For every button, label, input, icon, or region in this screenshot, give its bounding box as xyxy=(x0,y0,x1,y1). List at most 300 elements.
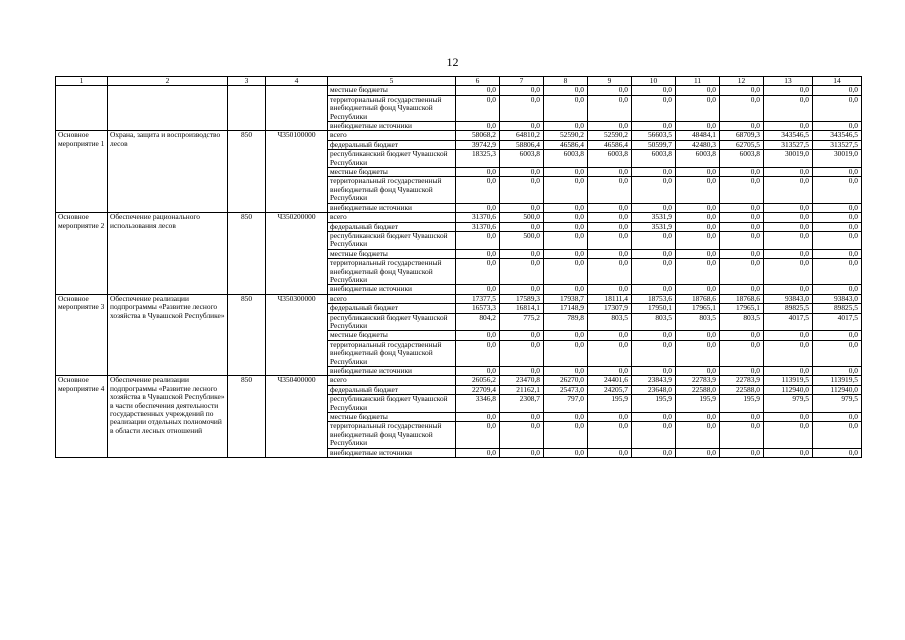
value-cell: 6003,8 xyxy=(720,150,764,168)
value-cell: 0,0 xyxy=(588,422,632,448)
value-cell: 50599,7 xyxy=(632,140,676,149)
value-cell: 0,0 xyxy=(720,203,764,212)
header-row xyxy=(56,77,862,86)
value-cell: 17377,5 xyxy=(456,294,500,303)
source-cell: федеральный бюджет xyxy=(328,140,456,149)
name-cell: Обеспечение рационального использования лесов xyxy=(108,213,228,295)
value-cell: 803,5 xyxy=(720,313,764,331)
value-cell: 22783,9 xyxy=(676,376,720,385)
value-cell: 0,0 xyxy=(676,203,720,212)
value-cell: 0,0 xyxy=(720,413,764,422)
value-cell: 16573,3 xyxy=(456,304,500,313)
value-cell: 0,0 xyxy=(588,448,632,457)
value-cell: 0,0 xyxy=(588,168,632,177)
value-cell: 0,0 xyxy=(632,259,676,285)
header-cell: 7 xyxy=(500,77,544,86)
value-cell: 0,0 xyxy=(456,168,500,177)
value-cell: 0,0 xyxy=(764,413,813,422)
value-cell: 775,2 xyxy=(500,313,544,331)
header-cell: 13 xyxy=(764,77,813,86)
value-cell: 0,0 xyxy=(676,448,720,457)
value-cell: 0,0 xyxy=(720,285,764,294)
source-cell: всего xyxy=(328,131,456,140)
value-cell: 0,0 xyxy=(456,203,500,212)
source-cell: территориальный государственный внебюджетный фонд Чувашской Республики xyxy=(328,95,456,121)
value-cell: 0,0 xyxy=(813,86,862,95)
value-cell: 0,0 xyxy=(676,122,720,131)
code-cell: Ч350400000 xyxy=(266,376,328,458)
value-cell: 0,0 xyxy=(456,340,500,366)
source-cell: республиканский бюджет Чувашской Республики xyxy=(328,313,456,331)
value-cell: 0,0 xyxy=(813,422,862,448)
value-cell: 0,0 xyxy=(632,203,676,212)
code-cell: Ч350100000 xyxy=(266,131,328,213)
header-cell: 1 xyxy=(56,77,108,86)
value-cell: 0,0 xyxy=(500,340,544,366)
value-cell: 0,0 xyxy=(813,231,862,249)
value-cell: 0,0 xyxy=(720,213,764,222)
value-cell: 0,0 xyxy=(720,231,764,249)
value-cell: 195,9 xyxy=(720,395,764,413)
value-cell: 52590,2 xyxy=(588,131,632,140)
value-cell: 0,0 xyxy=(588,413,632,422)
budget-table xyxy=(55,76,862,458)
header-cell: 14 xyxy=(813,77,862,86)
value-cell: 24401,6 xyxy=(588,376,632,385)
value-cell: 0,0 xyxy=(500,203,544,212)
status-cell: Основное мероприятие 3 xyxy=(56,294,108,376)
name-cell: Обеспечение реализации подпрограммы «Развитие лесного хозяйства в Чувашской Республике» xyxy=(108,294,228,376)
value-cell: 46586,4 xyxy=(544,140,588,149)
value-cell: 0,0 xyxy=(764,222,813,231)
value-cell: 0,0 xyxy=(720,177,764,203)
value-cell: 0,0 xyxy=(588,95,632,121)
source-cell: федеральный бюджет xyxy=(328,385,456,394)
value-cell: 0,0 xyxy=(544,285,588,294)
value-cell: 2308,7 xyxy=(500,395,544,413)
value-cell: 0,0 xyxy=(456,413,500,422)
value-cell: 17148,9 xyxy=(544,304,588,313)
value-cell: 0,0 xyxy=(544,413,588,422)
value-cell: 22709,4 xyxy=(456,385,500,394)
value-cell: 0,0 xyxy=(544,340,588,366)
value-cell: 0,0 xyxy=(676,331,720,340)
status-cell: Основное мероприятие 2 xyxy=(56,213,108,295)
header-cell: 3 xyxy=(228,77,266,86)
value-cell: 0,0 xyxy=(813,259,862,285)
value-cell: 0,0 xyxy=(632,168,676,177)
value-cell: 195,9 xyxy=(588,395,632,413)
source-cell: внебюджетные источники xyxy=(328,203,456,212)
source-cell: территориальный государственный внебюджетный фонд Чувашской Республики xyxy=(328,340,456,366)
value-cell: 89825,5 xyxy=(764,304,813,313)
source-cell: всего xyxy=(328,294,456,303)
value-cell: 30019,0 xyxy=(764,150,813,168)
value-cell: 0,0 xyxy=(813,122,862,131)
value-cell: 17965,1 xyxy=(676,304,720,313)
value-cell: 62705,5 xyxy=(720,140,764,149)
source-cell: территориальный государственный внебюджетный фонд Чувашской Республики xyxy=(328,259,456,285)
value-cell: 0,0 xyxy=(456,285,500,294)
value-cell: 0,0 xyxy=(544,168,588,177)
value-cell: 0,0 xyxy=(544,86,588,95)
value-cell: 0,0 xyxy=(676,285,720,294)
source-cell: местные бюджеты xyxy=(328,249,456,258)
value-cell: 0,0 xyxy=(764,259,813,285)
value-cell: 0,0 xyxy=(676,95,720,121)
value-cell: 789,8 xyxy=(544,313,588,331)
value-cell: 0,0 xyxy=(764,448,813,457)
value-cell: 21162,1 xyxy=(500,385,544,394)
value-cell: 42480,3 xyxy=(676,140,720,149)
value-cell: 0,0 xyxy=(456,259,500,285)
value-cell: 0,0 xyxy=(676,249,720,258)
value-cell: 0,0 xyxy=(456,422,500,448)
value-cell: 0,0 xyxy=(456,331,500,340)
value-cell: 18111,4 xyxy=(588,294,632,303)
value-cell: 0,0 xyxy=(500,95,544,121)
value-cell: 0,0 xyxy=(500,249,544,258)
header-cell: 5 xyxy=(328,77,456,86)
value-cell: 18753,6 xyxy=(632,294,676,303)
value-cell: 22588,0 xyxy=(676,385,720,394)
value-cell: 803,5 xyxy=(632,313,676,331)
value-cell: 3531,9 xyxy=(632,213,676,222)
value-cell: 0,0 xyxy=(500,168,544,177)
value-cell: 0,0 xyxy=(813,177,862,203)
table-row xyxy=(56,131,862,140)
source-cell: внебюджетные источники xyxy=(328,367,456,376)
value-cell: 0,0 xyxy=(813,222,862,231)
source-cell: внебюджетные источники xyxy=(328,285,456,294)
value-cell: 0,0 xyxy=(500,413,544,422)
grbs-cell: 850 xyxy=(228,294,266,376)
value-cell: 313527,5 xyxy=(813,140,862,149)
value-cell: 0,0 xyxy=(632,177,676,203)
source-cell: местные бюджеты xyxy=(328,168,456,177)
value-cell: 0,0 xyxy=(813,340,862,366)
value-cell: 17938,7 xyxy=(544,294,588,303)
value-cell: 0,0 xyxy=(544,213,588,222)
value-cell: 93843,0 xyxy=(764,294,813,303)
header-cell: 4 xyxy=(266,77,328,86)
value-cell: 113919,5 xyxy=(813,376,862,385)
value-cell: 6003,8 xyxy=(632,150,676,168)
value-cell: 0,0 xyxy=(813,448,862,457)
value-cell: 0,0 xyxy=(720,249,764,258)
value-cell: 58068,2 xyxy=(456,131,500,140)
value-cell: 0,0 xyxy=(676,259,720,285)
value-cell: 23843,9 xyxy=(632,376,676,385)
value-cell: 0,0 xyxy=(676,86,720,95)
value-cell: 0,0 xyxy=(632,367,676,376)
value-cell: 0,0 xyxy=(764,340,813,366)
name-cell: Охрана, защита и воспроизводство лесов xyxy=(108,131,228,213)
value-cell: 0,0 xyxy=(500,222,544,231)
value-cell: 343546,5 xyxy=(813,131,862,140)
value-cell: 0,0 xyxy=(588,203,632,212)
header-cell: 12 xyxy=(720,77,764,86)
source-cell: местные бюджеты xyxy=(328,331,456,340)
value-cell: 0,0 xyxy=(588,86,632,95)
value-cell: 0,0 xyxy=(500,448,544,457)
value-cell: 0,0 xyxy=(588,259,632,285)
value-cell: 0,0 xyxy=(813,413,862,422)
value-cell: 0,0 xyxy=(813,249,862,258)
value-cell: 0,0 xyxy=(676,177,720,203)
value-cell: 0,0 xyxy=(456,249,500,258)
value-cell: 18768,6 xyxy=(676,294,720,303)
value-cell: 0,0 xyxy=(764,203,813,212)
value-cell: 797,0 xyxy=(544,395,588,413)
value-cell: 56603,5 xyxy=(632,131,676,140)
value-cell: 112940,0 xyxy=(764,385,813,394)
value-cell: 0,0 xyxy=(632,448,676,457)
source-cell: всего xyxy=(328,376,456,385)
header-cell: 2 xyxy=(108,77,228,86)
value-cell: 0,0 xyxy=(544,249,588,258)
value-cell: 0,0 xyxy=(544,422,588,448)
value-cell: 4017,5 xyxy=(764,313,813,331)
value-cell: 22783,9 xyxy=(720,376,764,385)
source-cell: республиканский бюджет Чувашской Республики xyxy=(328,395,456,413)
value-cell: 0,0 xyxy=(764,249,813,258)
value-cell: 4017,5 xyxy=(813,313,862,331)
value-cell: 24205,7 xyxy=(588,385,632,394)
value-cell: 0,0 xyxy=(676,168,720,177)
value-cell: 343546,5 xyxy=(764,131,813,140)
value-cell: 0,0 xyxy=(632,340,676,366)
value-cell: 0,0 xyxy=(676,340,720,366)
value-cell: 500,0 xyxy=(500,231,544,249)
value-cell: 0,0 xyxy=(720,95,764,121)
value-cell: 0,0 xyxy=(632,86,676,95)
value-cell: 0,0 xyxy=(764,95,813,121)
value-cell: 26056,2 xyxy=(456,376,500,385)
value-cell: 0,0 xyxy=(588,367,632,376)
value-cell: 0,0 xyxy=(813,168,862,177)
value-cell: 0,0 xyxy=(588,285,632,294)
value-cell: 31370,6 xyxy=(456,222,500,231)
source-cell: внебюджетные источники xyxy=(328,448,456,457)
value-cell: 0,0 xyxy=(544,259,588,285)
value-cell: 30019,0 xyxy=(813,150,862,168)
value-cell: 0,0 xyxy=(764,285,813,294)
grbs-cell xyxy=(228,86,266,131)
value-cell: 0,0 xyxy=(500,86,544,95)
header-cell: 10 xyxy=(632,77,676,86)
value-cell: 0,0 xyxy=(500,285,544,294)
value-cell: 0,0 xyxy=(500,177,544,203)
status-cell: Основное мероприятие 4 xyxy=(56,376,108,458)
value-cell: 0,0 xyxy=(720,222,764,231)
value-cell: 0,0 xyxy=(632,413,676,422)
value-cell: 0,0 xyxy=(588,122,632,131)
value-cell: 0,0 xyxy=(676,367,720,376)
value-cell: 17307,9 xyxy=(588,304,632,313)
source-cell: республиканский бюджет Чувашской Республики xyxy=(328,231,456,249)
page-number: 12 xyxy=(446,55,459,69)
source-cell: всего xyxy=(328,213,456,222)
value-cell: 17589,3 xyxy=(500,294,544,303)
value-cell: 0,0 xyxy=(456,367,500,376)
value-cell: 0,0 xyxy=(813,203,862,212)
value-cell: 0,0 xyxy=(544,122,588,131)
value-cell: 0,0 xyxy=(456,95,500,121)
name-cell: Обеспечение реализации подпрограммы «Развитие лесного хозяйства в Чувашской Республике» в части обеспечения деятельности государственных учреждений по реализации отдельных полномочий в области лесных отношений xyxy=(108,376,228,458)
value-cell: 804,2 xyxy=(456,313,500,331)
value-cell: 17950,1 xyxy=(632,304,676,313)
value-cell: 113919,5 xyxy=(764,376,813,385)
value-cell: 0,0 xyxy=(632,422,676,448)
value-cell: 0,0 xyxy=(632,231,676,249)
header-cell: 9 xyxy=(588,77,632,86)
value-cell: 3531,9 xyxy=(632,222,676,231)
value-cell: 0,0 xyxy=(544,203,588,212)
value-cell: 0,0 xyxy=(588,331,632,340)
source-cell: федеральный бюджет xyxy=(328,222,456,231)
value-cell: 0,0 xyxy=(544,222,588,231)
value-cell: 0,0 xyxy=(764,231,813,249)
value-cell: 979,5 xyxy=(813,395,862,413)
value-cell: 0,0 xyxy=(500,331,544,340)
value-cell: 0,0 xyxy=(764,213,813,222)
value-cell: 0,0 xyxy=(456,231,500,249)
header-cell: 8 xyxy=(544,77,588,86)
value-cell: 0,0 xyxy=(720,448,764,457)
value-cell: 18325,3 xyxy=(456,150,500,168)
value-cell: 0,0 xyxy=(720,259,764,285)
value-cell: 0,0 xyxy=(588,222,632,231)
value-cell: 93843,0 xyxy=(813,294,862,303)
value-cell: 0,0 xyxy=(632,249,676,258)
value-cell: 500,0 xyxy=(500,213,544,222)
value-cell: 0,0 xyxy=(764,86,813,95)
value-cell: 0,0 xyxy=(456,177,500,203)
value-cell: 18768,6 xyxy=(720,294,764,303)
value-cell: 0,0 xyxy=(544,231,588,249)
source-cell: внебюджетные источники xyxy=(328,122,456,131)
value-cell: 31370,6 xyxy=(456,213,500,222)
value-cell: 89825,5 xyxy=(813,304,862,313)
value-cell: 0,0 xyxy=(764,177,813,203)
value-cell: 0,0 xyxy=(544,448,588,457)
value-cell: 0,0 xyxy=(588,249,632,258)
value-cell: 0,0 xyxy=(588,213,632,222)
value-cell: 0,0 xyxy=(544,367,588,376)
value-cell: 0,0 xyxy=(500,122,544,131)
value-cell: 0,0 xyxy=(676,422,720,448)
table-row xyxy=(56,376,862,385)
table-row xyxy=(56,86,862,95)
grbs-cell: 850 xyxy=(228,131,266,213)
value-cell: 0,0 xyxy=(720,367,764,376)
grbs-cell: 850 xyxy=(228,213,266,295)
header-cell: 11 xyxy=(676,77,720,86)
source-cell: местные бюджеты xyxy=(328,413,456,422)
value-cell: 0,0 xyxy=(720,168,764,177)
table-row xyxy=(56,294,862,303)
value-cell: 6003,8 xyxy=(588,150,632,168)
value-cell: 0,0 xyxy=(720,331,764,340)
value-cell: 0,0 xyxy=(588,231,632,249)
value-cell: 6003,8 xyxy=(500,150,544,168)
value-cell: 0,0 xyxy=(544,95,588,121)
value-cell: 0,0 xyxy=(456,86,500,95)
value-cell: 0,0 xyxy=(720,86,764,95)
status-cell: Основное мероприятие 1 xyxy=(56,131,108,213)
value-cell: 803,5 xyxy=(588,313,632,331)
value-cell: 0,0 xyxy=(632,122,676,131)
name-cell xyxy=(108,86,228,131)
value-cell: 6003,8 xyxy=(676,150,720,168)
value-cell: 0,0 xyxy=(764,422,813,448)
value-cell: 0,0 xyxy=(676,231,720,249)
value-cell: 25473,0 xyxy=(544,385,588,394)
value-cell: 0,0 xyxy=(544,177,588,203)
value-cell: 52590,2 xyxy=(544,131,588,140)
value-cell: 3346,8 xyxy=(456,395,500,413)
value-cell: 39742,9 xyxy=(456,140,500,149)
value-cell: 0,0 xyxy=(500,259,544,285)
value-cell: 16814,1 xyxy=(500,304,544,313)
value-cell: 0,0 xyxy=(813,213,862,222)
code-cell xyxy=(266,86,328,131)
value-cell: 0,0 xyxy=(813,367,862,376)
value-cell: 17965,1 xyxy=(720,304,764,313)
value-cell: 112940,0 xyxy=(813,385,862,394)
value-cell: 23470,8 xyxy=(500,376,544,385)
source-cell: территориальный государственный внебюджетный фонд Чувашской Республики xyxy=(328,422,456,448)
value-cell: 68709,3 xyxy=(720,131,764,140)
value-cell: 0,0 xyxy=(720,122,764,131)
code-cell: Ч350200000 xyxy=(266,213,328,295)
value-cell: 58806,4 xyxy=(500,140,544,149)
value-cell: 195,9 xyxy=(632,395,676,413)
status-cell xyxy=(56,86,108,131)
value-cell: 0,0 xyxy=(456,122,500,131)
value-cell: 0,0 xyxy=(764,331,813,340)
value-cell: 0,0 xyxy=(544,331,588,340)
source-cell: местные бюджеты xyxy=(328,86,456,95)
value-cell: 0,0 xyxy=(764,122,813,131)
value-cell: 195,9 xyxy=(676,395,720,413)
value-cell: 0,0 xyxy=(720,422,764,448)
value-cell: 6003,8 xyxy=(544,150,588,168)
value-cell: 0,0 xyxy=(500,422,544,448)
value-cell: 0,0 xyxy=(676,413,720,422)
value-cell: 0,0 xyxy=(764,168,813,177)
value-cell: 0,0 xyxy=(676,222,720,231)
value-cell: 0,0 xyxy=(632,95,676,121)
source-cell: территориальный государственный внебюджетный фонд Чувашской Республики xyxy=(328,177,456,203)
grbs-cell: 850 xyxy=(228,376,266,458)
value-cell: 26270,0 xyxy=(544,376,588,385)
value-cell: 0,0 xyxy=(676,213,720,222)
value-cell: 0,0 xyxy=(500,367,544,376)
value-cell: 23648,0 xyxy=(632,385,676,394)
code-cell: Ч350300000 xyxy=(266,294,328,376)
table-row xyxy=(56,213,862,222)
source-cell: республиканский бюджет Чувашской Республики xyxy=(328,150,456,168)
value-cell: 0,0 xyxy=(588,340,632,366)
header-cell: 6 xyxy=(456,77,500,86)
value-cell: 0,0 xyxy=(720,340,764,366)
value-cell: 0,0 xyxy=(456,448,500,457)
value-cell: 313527,5 xyxy=(764,140,813,149)
value-cell: 0,0 xyxy=(813,331,862,340)
value-cell: 64810,2 xyxy=(500,131,544,140)
